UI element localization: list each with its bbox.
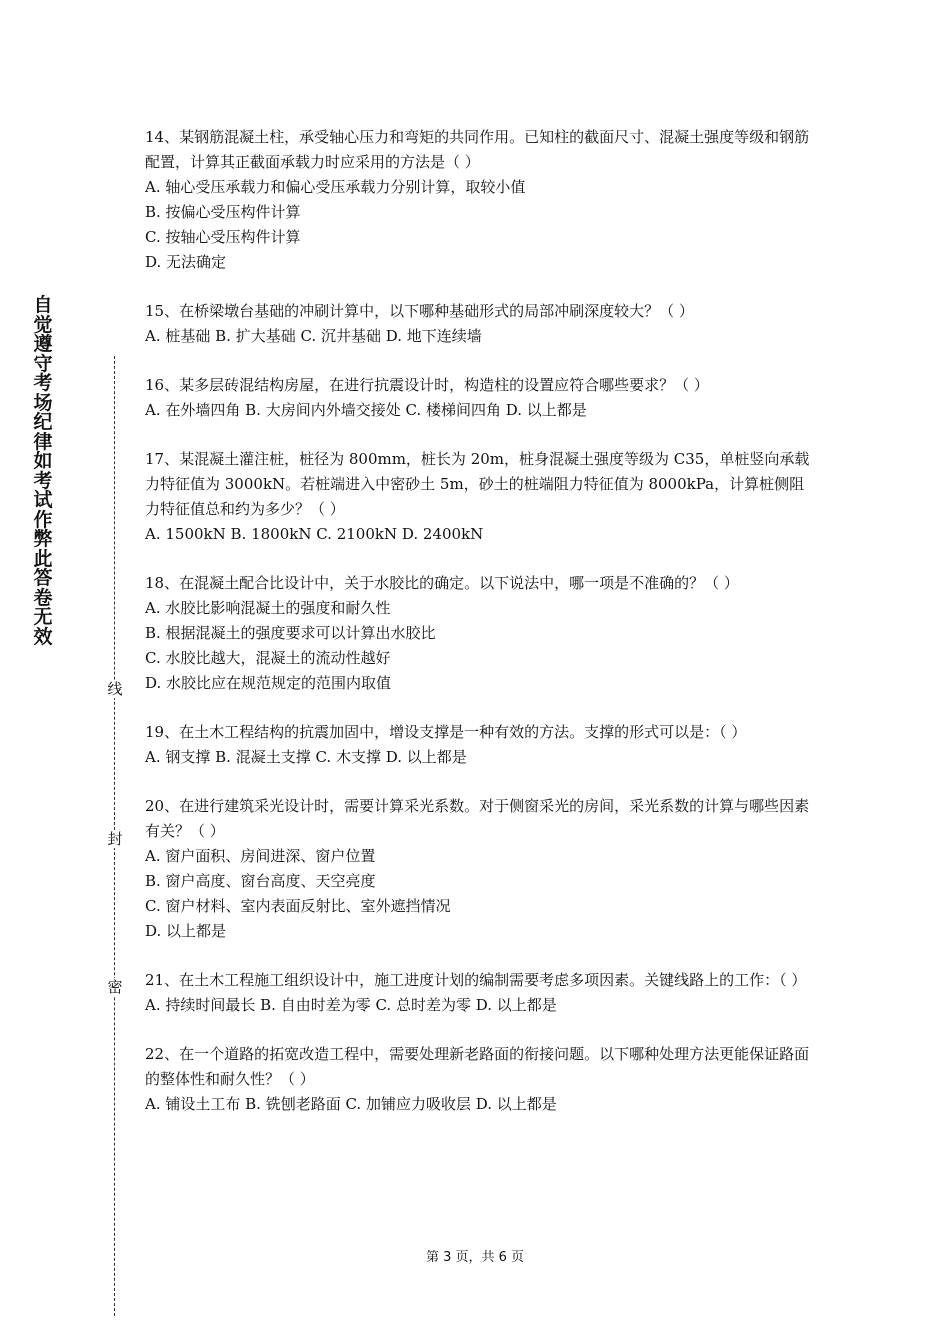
question-stem: 17、某混凝土灌注桩，桩径为 800mm，桩长为 20m，桩身混凝土强度等级为 C35，单桩竖向承载力特征值为 3000kN。若桩端进入中密砂土 5m，砂土的桩端阻力特征值为 8000kPa，计算桩侧阻力特征值总和约为多少？（ ）: [145, 450, 810, 518]
question-16: [145, 373, 815, 423]
option-c: C. 窗户材料、室内表面反射比、室外遮挡情况: [145, 897, 451, 915]
option-c: C. 水胶比越大，混凝土的流动性越好: [145, 649, 391, 667]
question-21: [145, 968, 815, 1018]
question-stem: 21、在土木工程施工组织设计中，施工进度计划的编制需要考虑多项因素。关键线路上的工作：（ ）: [145, 971, 807, 989]
question-22: [145, 1042, 815, 1117]
option-b: B. 根据混凝土的强度要求可以计算出水胶比: [145, 624, 436, 642]
options-line: A. 铺设土工布 B. 铣刨老路面 C. 加铺应力吸收层 D. 以上都是: [145, 1095, 557, 1113]
options-line: A. 在外墙四角 B. 大房间内外墙交接处 C. 楼梯间四角 D. 以上都是: [145, 401, 587, 419]
question-stem: 19、在土木工程结构的抗震加固中，增设支撑是一种有效的方法。支撑的形式可以是：（ ）: [145, 723, 747, 741]
question-20: [145, 794, 815, 944]
option-a: A. 水胶比影响混凝土的强度和耐久性: [145, 599, 391, 617]
question-15: [145, 299, 815, 349]
option-c: C. 按轴心受压构件计算: [145, 228, 301, 246]
binding-mark-feng: 封: [107, 830, 123, 848]
option-d: D. 以上都是: [145, 922, 227, 940]
option-b: B. 窗户高度、窗台高度、天空亮度: [145, 872, 376, 890]
question-17: [145, 447, 815, 547]
question-stem: 14、某钢筋混凝土柱，承受轴心压力和弯矩的共同作用。已知柱的截面尺寸、混凝土强度等级和钢筋配置，计算其正截面承载力时应采用的方法是（ ）: [145, 128, 810, 171]
option-a: A. 轴心受压承载力和偏心受压承载力分别计算，取较小值: [145, 178, 526, 196]
question-18: [145, 571, 815, 696]
question-14: [145, 125, 815, 275]
question-stem: 22、在一个道路的拓宽改造工程中，需要处理新老路面的衔接问题。以下哪种处理方法更能保证路面的整体性和耐久性？（ ）: [145, 1045, 810, 1088]
options-line: A. 1500kN B. 1800kN C. 2100kN D. 2400kN: [145, 525, 484, 543]
options-line: A. 钢支撑 B. 混凝土支撑 C. 木支撑 D. 以上都是: [145, 748, 467, 766]
option-d: D. 无法确定: [145, 253, 227, 271]
question-19: [145, 720, 815, 770]
option-a: A. 窗户面积、房间进深、窗户位置: [145, 847, 376, 865]
question-list: [145, 125, 815, 1141]
question-stem: 15、在桥梁墩台基础的冲刷计算中，以下哪种基础形式的局部冲刷深度较大？（ ）: [145, 302, 694, 320]
options-line: A. 持续时间最长 B. 自由时差为零 C. 总时差为零 D. 以上都是: [145, 996, 557, 1014]
question-stem: 16、某多层砖混结构房屋，在进行抗震设计时，构造柱的设置应符合哪些要求？（ ）: [145, 376, 709, 394]
binding-mark-mi: 密: [107, 978, 123, 996]
question-stem: 18、在混凝土配合比设计中，关于水胶比的确定。以下说法中，哪一项是不准确的？（ ）: [145, 574, 739, 592]
option-b: B. 按偏心受压构件计算: [145, 203, 301, 221]
option-d: D. 水胶比应在规范规定的范围内取值: [145, 674, 392, 692]
binding-mark-xian: 线: [107, 680, 123, 698]
page-number: 第 3 页，共 6 页: [425, 1250, 525, 1265]
exam-discipline-notice: 自觉遵守考场纪律如考试作弊此答卷无效: [33, 294, 53, 648]
question-stem: 20、在进行建筑采光设计时，需要计算采光系数。对于侧窗采光的房间，采光系数的计算与哪些因素有关？（ ）: [145, 797, 810, 840]
options-line: A. 桩基础 B. 扩大基础 C. 沉井基础 D. 地下连续墙: [145, 327, 482, 345]
